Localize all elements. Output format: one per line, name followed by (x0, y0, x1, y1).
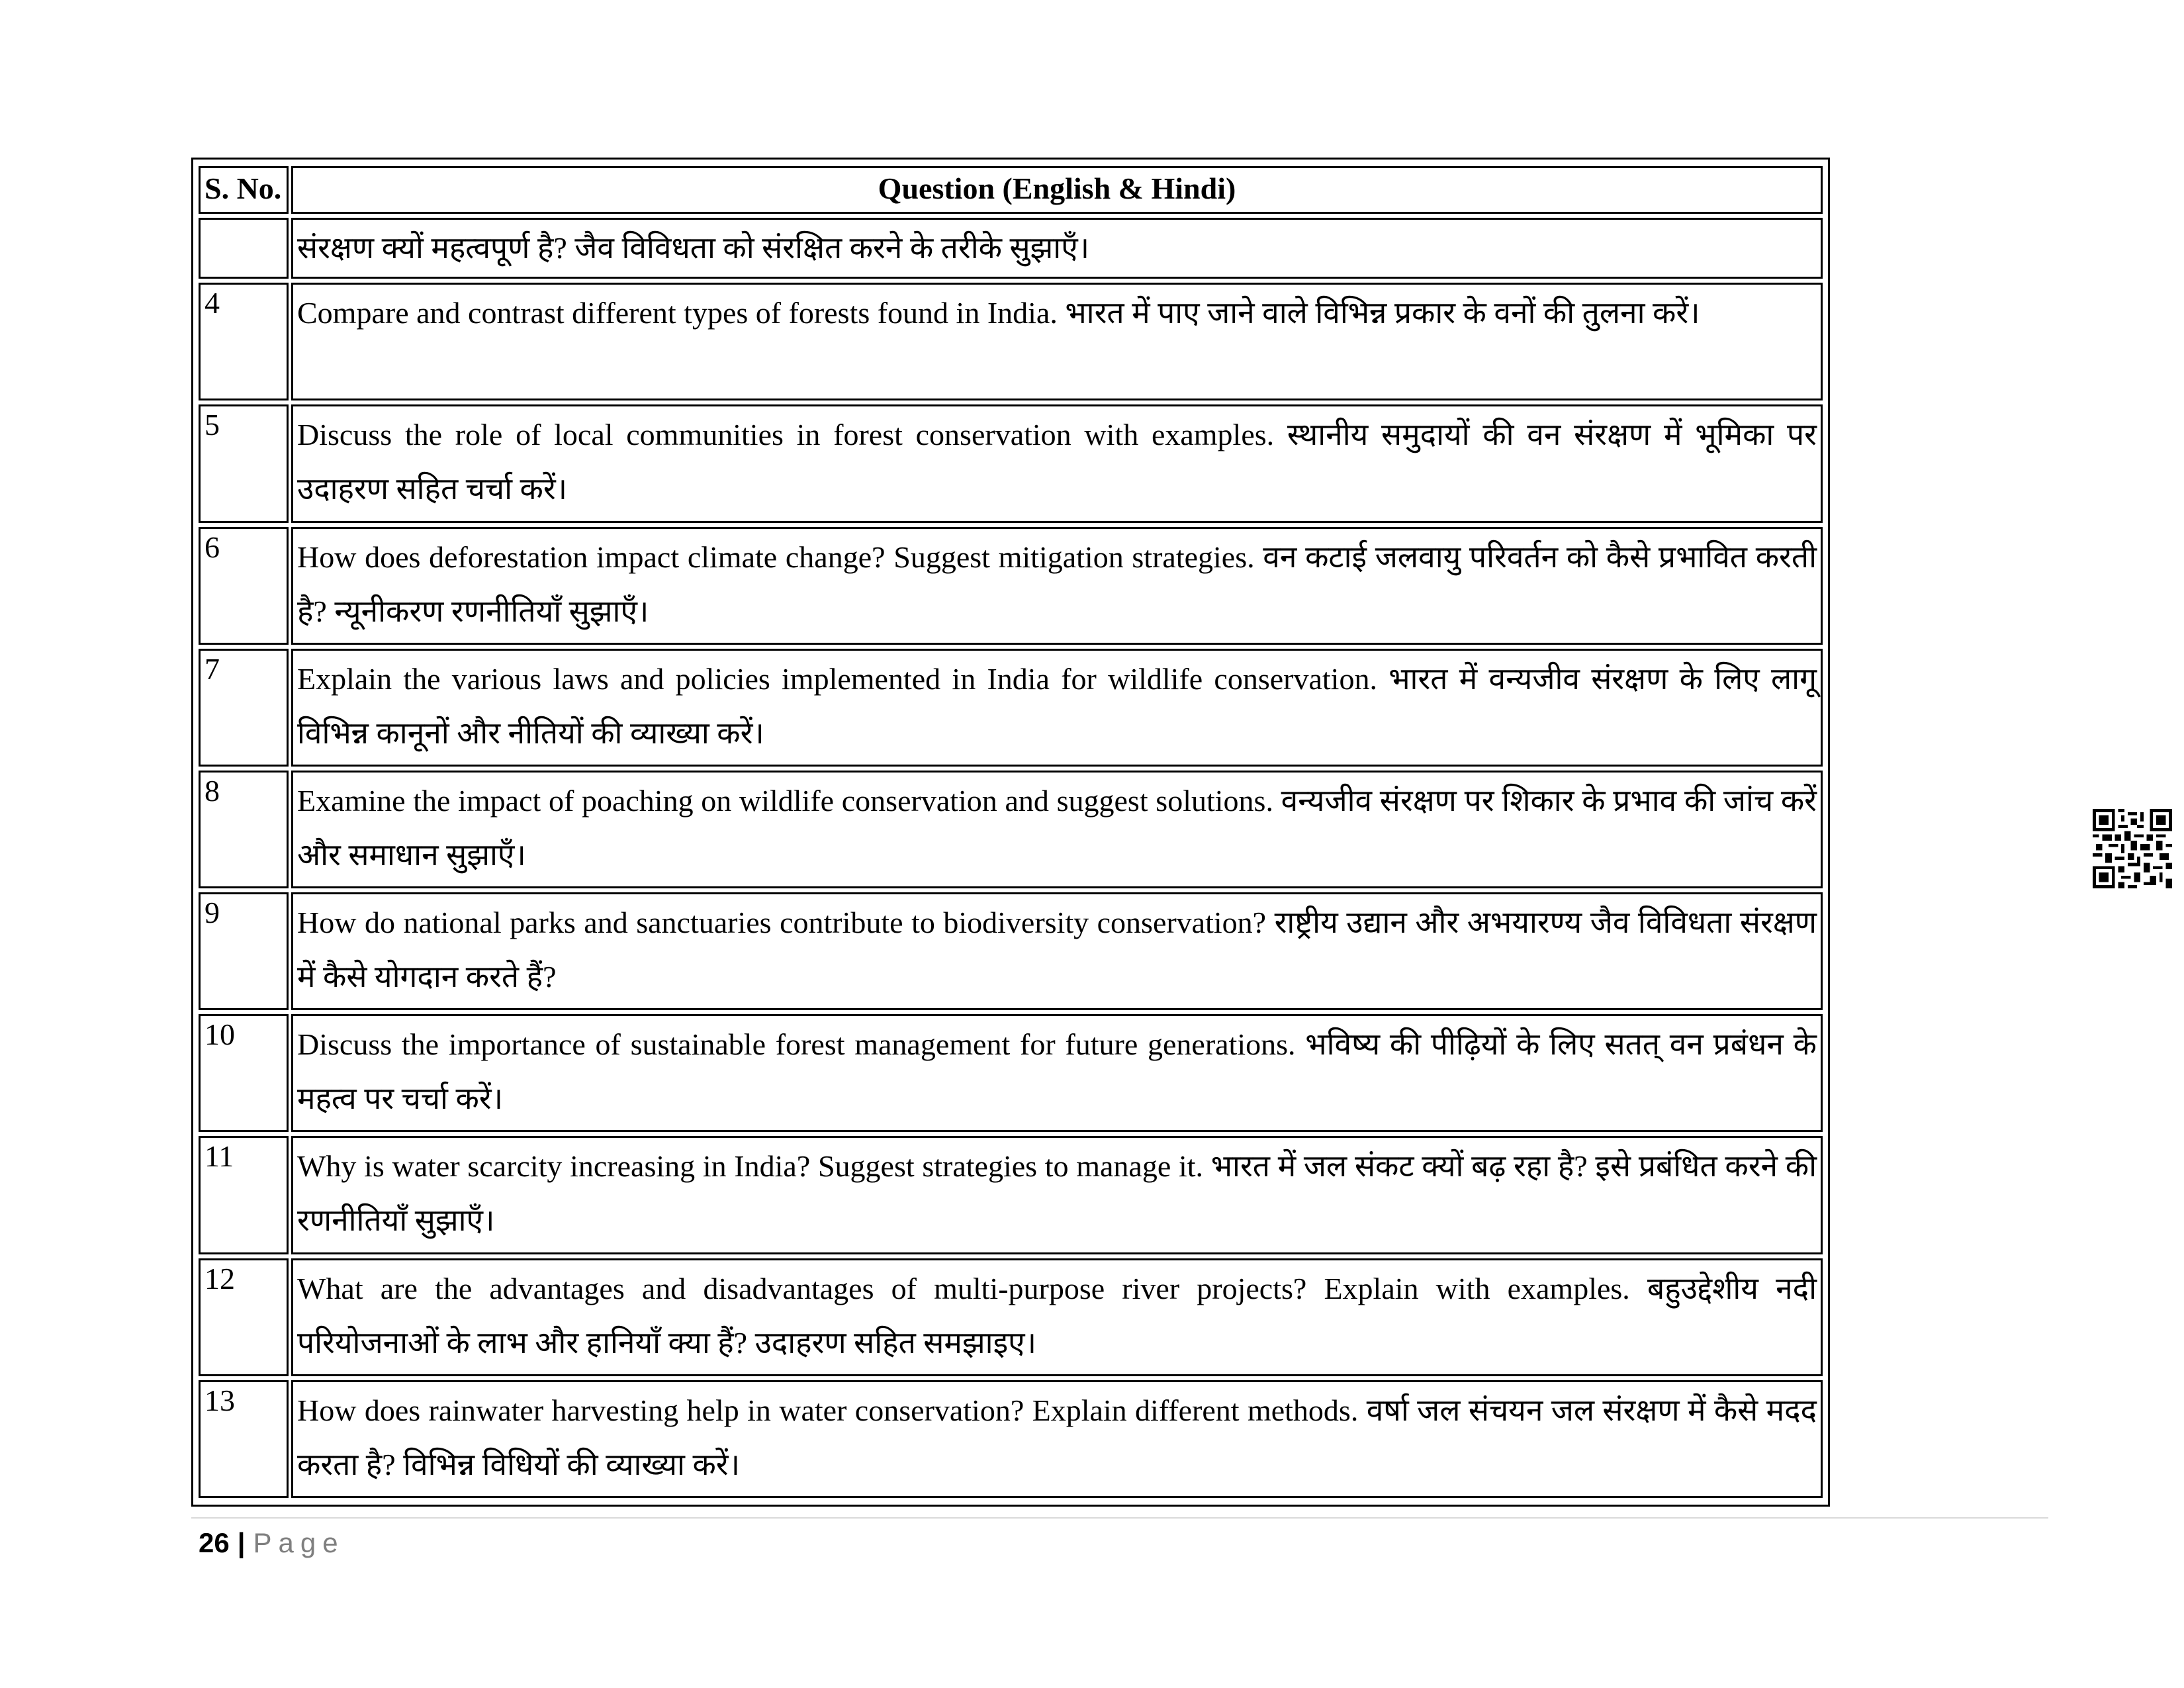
row-sno: 7 (199, 649, 289, 767)
row-question: How does rainwater harvesting help in water conservation? Explain different methods. वर्षा जल संचयन जल संरक्षण में कैसे मदद करता है? विभिन्न विधियों की व्याख्या करें। (291, 1380, 1823, 1498)
footer-divider (191, 1517, 2048, 1519)
row-question: How do national parks and sanctuaries contribute to biodiversity conservation? राष्ट्रीय उद्यान और अभयारण्य जैव विविधता संरक्षण में कैसे योगदान करते हैं? (291, 892, 1823, 1010)
row-question: संरक्षण क्यों महत्वपूर्ण है? जैव विविधता को संरक्षित करने के तरीके सुझाएँ। (291, 218, 1823, 279)
row-question: How does deforestation impact climate change? Suggest mitigation strategies. वन कटाई जलवायु परिवर्तन को कैसे प्रभावित करती है? न्यूनीकरण रणनीतियाँ सुझाएँ। (291, 527, 1823, 645)
table-row (199, 649, 1823, 767)
questions-table-frame (191, 158, 1830, 1507)
page-label: Page (253, 1527, 345, 1558)
table-row (199, 218, 1823, 279)
row-question: Examine the impact of poaching on wildlife conservation and suggest solutions. वन्यजीव संरक्षण पर शिकार के प्रभाव की जांच करें और समाधान सुझाएँ। (291, 771, 1823, 888)
row-question: Discuss the role of local communities in forest conservation with examples. स्थानीय समुदायों की वन संरक्षण में भूमिका पर उदाहरण सहित चर्चा करें। (291, 404, 1823, 522)
table-row (199, 1380, 1823, 1498)
row-question: Why is water scarcity increasing in India? Suggest strategies to manage it. भारत में जल संकट क्यों बढ़ रहा है? इसे प्रबंधित करने की रणनीतियाँ सुझाएँ। (291, 1136, 1823, 1254)
row-question: Discuss the importance of sustainable forest management for future generations. भविष्य की पीढ़ियों के लिए सतत् वन प्रबंधन के महत्व पर चर्चा करें। (291, 1014, 1823, 1132)
table-row (199, 892, 1823, 1010)
row-sno: 8 (199, 771, 289, 888)
row-sno: 10 (199, 1014, 289, 1132)
row-question: What are the advantages and disadvantages of multi-purpose river projects? Explain with examples. बहुउद्देशीय नदी परियोजनाओं के लाभ और हानियाँ क्या हैं? उदाहरण सहित समझाइए। (291, 1258, 1823, 1376)
row-sno: 6 (199, 527, 289, 645)
row-sno (199, 218, 289, 279)
qr-code-icon (2093, 809, 2172, 888)
row-sno: 9 (199, 892, 289, 1010)
row-sno: 4 (199, 283, 289, 400)
row-sno: 11 (199, 1136, 289, 1254)
questions-table (196, 162, 1825, 1502)
table-row (199, 1014, 1823, 1132)
table-row (199, 1136, 1823, 1254)
row-question: Explain the various laws and policies implemented in India for wildlife conservation. भारत में वन्यजीव संरक्षण के लिए लागू विभिन्न कानूनों और नीतियों की व्याख्या करें। (291, 649, 1823, 767)
table-header-row (199, 166, 1823, 214)
question-column-header: Question (English & Hindi) (291, 166, 1823, 214)
table-row (199, 283, 1823, 400)
row-sno: 5 (199, 404, 289, 522)
row-question: Compare and contrast different types of forests found in India. भारत में पाए जाने वाले विभिन्न प्रकार के वनों की तुलना करें। (291, 283, 1823, 400)
sno-column-header: S. No. (199, 166, 289, 214)
table-row (199, 771, 1823, 888)
table-row (199, 1258, 1823, 1376)
footer-separator: | (237, 1527, 246, 1558)
page-number: 26 (199, 1527, 230, 1558)
row-sno: 12 (199, 1258, 289, 1376)
table-row (199, 527, 1823, 645)
page-footer (199, 1526, 345, 1560)
row-sno: 13 (199, 1380, 289, 1498)
table-row (199, 404, 1823, 522)
